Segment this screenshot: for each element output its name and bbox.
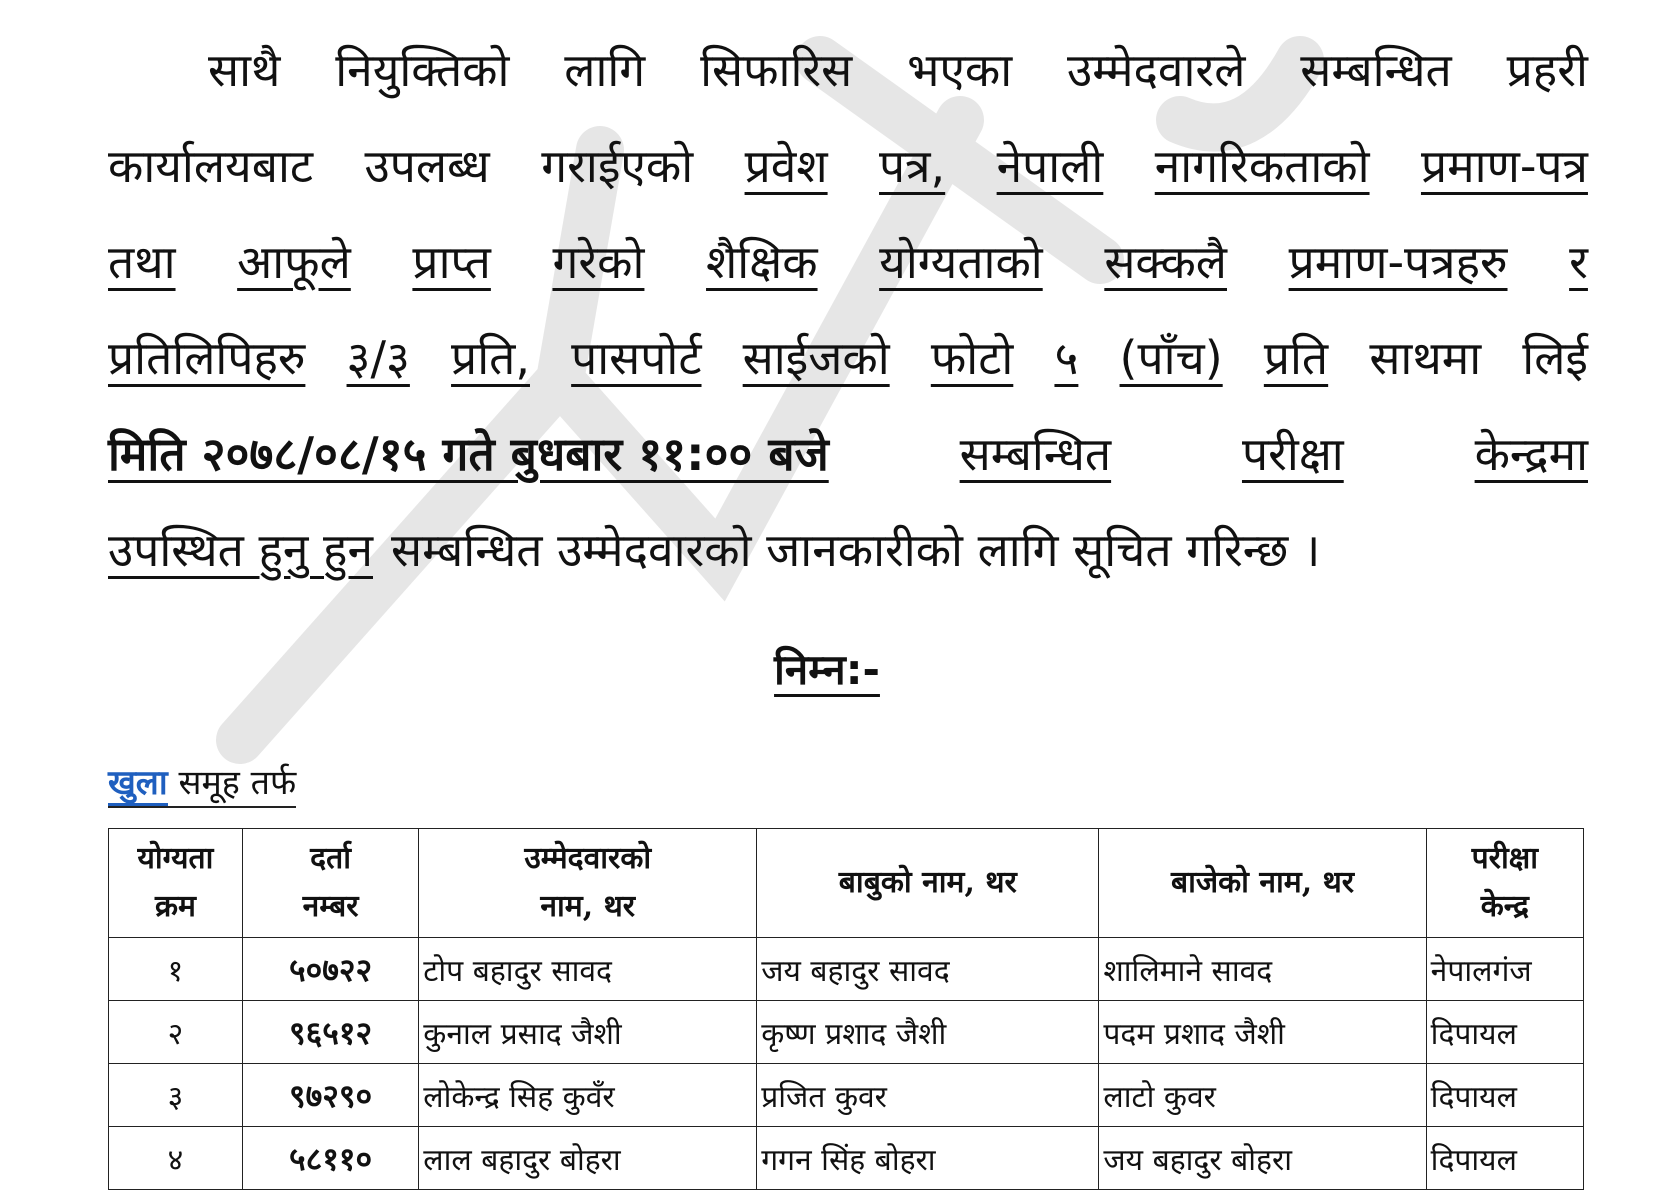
underlined-word: र: [1569, 235, 1588, 289]
cell-exam-center: दिपायल: [1426, 1064, 1583, 1127]
cell-candidate-name: लाल बहादुर बोहरा: [419, 1127, 757, 1190]
header-text: नाम, थर: [540, 889, 636, 924]
header-text: योग्यता: [137, 841, 214, 876]
underlined-word: ३/३: [346, 331, 410, 385]
table-row: [109, 1127, 1584, 1190]
header-text: केन्द्र: [1480, 889, 1529, 924]
word: कार्यालयबाट: [108, 139, 314, 193]
underlined-word: शैक्षिक: [706, 235, 818, 289]
table-row: [109, 1001, 1584, 1064]
cell-candidate-name: लोकेन्द्र सिह कुवँर: [419, 1064, 757, 1127]
cell-father-name: जय बहादुर सावद: [757, 938, 1099, 1001]
underlined-word: (पाँच): [1119, 331, 1223, 385]
word: उम्मेदवारले: [1067, 43, 1246, 97]
word: भएका: [907, 43, 1013, 97]
header-reg-number: [242, 829, 418, 938]
cell-reg-number: ९६५१२: [242, 1001, 418, 1064]
cell-grandfather-name: जय बहादुर बोहरा: [1099, 1127, 1426, 1190]
header-text: दर्ता: [310, 841, 351, 876]
underlined-word: फोटो: [930, 331, 1014, 385]
underlined-word: गरेको: [552, 235, 645, 289]
cell-rank: ४: [109, 1127, 243, 1190]
header-father-name: [757, 829, 1099, 938]
table-header-row: [109, 829, 1584, 938]
closing-phrase: सम्बन्धित उम्मेदवारको जानकारीको लागि सूचित गरिन्छ ।: [391, 523, 1321, 577]
cell-father-name: कृष्ण प्रशाद जैशी: [757, 1001, 1099, 1064]
underlined-word: ५: [1054, 331, 1079, 385]
underlined-word: प्रतिलिपिहरु: [108, 331, 306, 385]
cell-rank: १: [109, 938, 243, 1001]
cell-grandfather-name: शालिमाने सावद: [1099, 938, 1426, 1001]
word: उपलब्ध: [364, 139, 490, 193]
underlined-word: पत्र,: [879, 139, 946, 193]
word: साथमा: [1369, 331, 1482, 385]
group-rest: समूह तर्फ: [178, 763, 297, 803]
underlined-word: पासपोर्ट: [571, 331, 702, 385]
group-highlight: खुला: [108, 763, 168, 806]
cell-rank: २: [109, 1001, 243, 1064]
notice-paragraph: [108, 22, 1588, 598]
underlined-word: प्रति,: [451, 331, 530, 385]
underlined-word: प्राप्त: [412, 235, 491, 289]
header-text: बाजेको नाम, थर: [1170, 865, 1355, 900]
word: नियुक्तिको: [335, 43, 510, 97]
header-grandfather-name: [1099, 829, 1426, 938]
word: साथै: [208, 43, 281, 97]
header-text: नम्बर: [302, 889, 359, 924]
cell-reg-number: ५८११०: [242, 1127, 418, 1190]
word: सिफारिस: [700, 43, 853, 97]
cell-grandfather-name: पदम प्रशाद जैशी: [1099, 1001, 1426, 1064]
cell-candidate-name: टोप बहादुर सावद: [419, 938, 757, 1001]
cell-reg-number: ५०७२२: [242, 938, 418, 1001]
word: लिई: [1522, 331, 1588, 385]
cell-reg-number: ९७२९०: [242, 1064, 418, 1127]
header-text: उम्मेदवारको: [524, 841, 652, 876]
header-text: परीक्षा: [1471, 841, 1539, 876]
header-text: क्रम: [154, 889, 196, 924]
paragraph-line-6: [108, 502, 1588, 598]
underlined-word: सम्बन्धित: [959, 427, 1112, 481]
table-row: [109, 938, 1584, 1001]
cell-exam-center: नेपालगंज: [1426, 938, 1583, 1001]
cell-father-name: प्रजित कुवर: [757, 1064, 1099, 1127]
header-text: बाबुको नाम, थर: [838, 865, 1017, 900]
header-rank: [109, 829, 243, 938]
paragraph-line-4: [108, 310, 1588, 406]
underlined-word: प्रमाण-पत्र: [1420, 139, 1588, 193]
candidate-table: [108, 828, 1584, 1190]
cell-grandfather-name: लाटो कुवर: [1099, 1064, 1426, 1127]
underlined-word: नागरिकताको: [1154, 139, 1370, 193]
paragraph-line-1: [108, 22, 1588, 118]
underlined-word: सक्कलै: [1104, 235, 1227, 289]
heading-text: निम्न:-: [774, 645, 880, 694]
paragraph-line-5: [108, 406, 1588, 502]
group-label: [108, 758, 296, 808]
section-heading: [0, 640, 1654, 697]
cell-candidate-name: कुनाल प्रसाद जैशी: [419, 1001, 757, 1064]
cell-exam-center: दिपायल: [1426, 1127, 1583, 1190]
paragraph-line-3: [108, 214, 1588, 310]
table-row: [109, 1064, 1584, 1127]
underlined-word: तथा: [108, 235, 176, 289]
header-exam-center: [1426, 829, 1583, 938]
underlined-word: प्रमाण-पत्रहरु: [1288, 235, 1508, 289]
underlined-word: केन्द्रमा: [1474, 427, 1588, 481]
underlined-word: प्रति: [1263, 331, 1329, 385]
underlined-word: आफूले: [237, 235, 351, 289]
cell-father-name: गगन सिंह बोहरा: [757, 1127, 1099, 1190]
paragraph-line-2: [108, 118, 1588, 214]
word: गराईएको: [541, 139, 694, 193]
word: प्रहरी: [1506, 43, 1588, 97]
underlined-word: नेपाली: [996, 139, 1104, 193]
underlined-word: साईजको: [742, 331, 890, 385]
underlined-phrase: उपस्थित हुनु हुन: [108, 523, 373, 577]
header-candidate-name: [419, 829, 757, 938]
cell-rank: ३: [109, 1064, 243, 1127]
exam-date-time: मिति २०७८/०८/१५ गते बुधबार ११:०० बजे: [108, 427, 829, 481]
underlined-word: योग्यताको: [879, 235, 1043, 289]
underlined-word: परीक्षा: [1241, 427, 1344, 481]
word: लागि: [564, 43, 646, 97]
underlined-word: प्रवेश: [744, 139, 828, 193]
cell-exam-center: दिपायल: [1426, 1001, 1583, 1064]
word: सम्बन्धित: [1300, 43, 1452, 97]
